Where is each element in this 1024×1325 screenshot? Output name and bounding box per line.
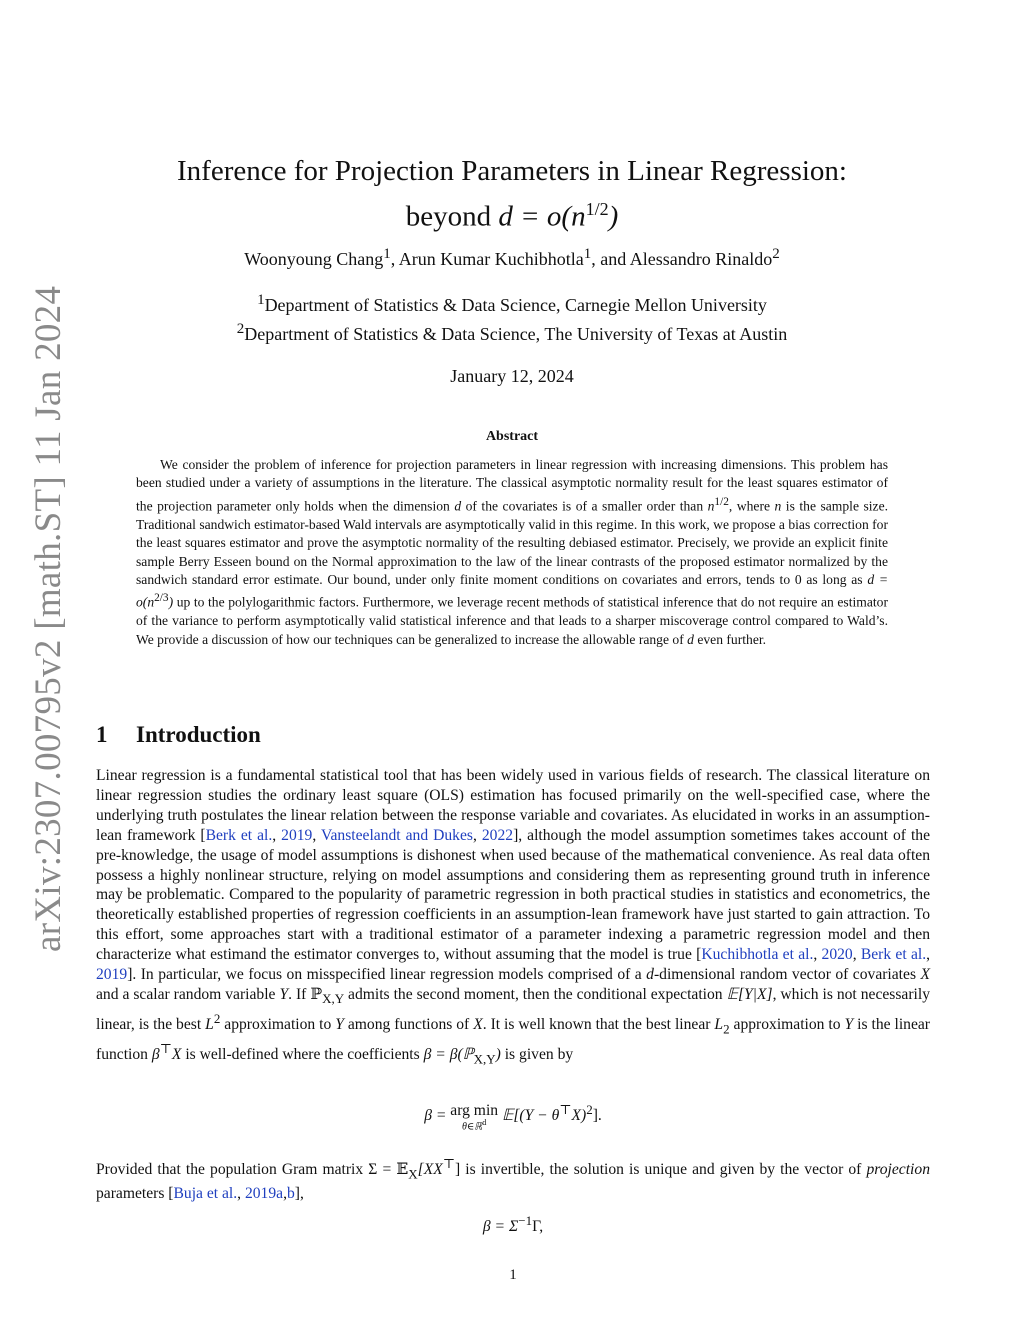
- author-2: Arun Kumar Kuchibhotla: [398, 249, 584, 269]
- citation-link[interactable]: Buja et al., 2019a: [173, 1185, 284, 1203]
- gram-matrix-paragraph: Provided that the population Gram matrix Σ = 𝔼$_X$[XX⊤] is invertible, the solution is unique and given by the vector of projection parameters [Buja et al., 2019a,b],: [96, 1156, 930, 1203]
- publication-date: January 12, 2024: [450, 366, 574, 386]
- page-number: 1: [509, 1267, 517, 1283]
- section-heading: 1 Introduction: [96, 722, 261, 747]
- author-1: Woonyoung Chang: [244, 249, 384, 269]
- equation-argmin: β = arg min θ∈ℝ$^d$ 𝔼[(Y − θ⊤X)$^2$].: [424, 1102, 602, 1133]
- citation-link[interactable]: Kuchibhotla et al., 2020: [701, 946, 853, 964]
- paper-title: [96, 152, 928, 236]
- introduction-paragraph: Linear regression is a fundamental statistical tool that has been widely used in various fields of research. The classical literature on linear regression studies the ordinary least square (OLS) estimation has focused primarily on the well-specified case, where the underlying truth postulates the linear relation between the response variable and covariates. As elucidated in works in an assumption-lean framework [Berk et al., 2019, Vansteelandt and Dukes, 2022], although the model assumption sometimes takes account of the pre-knowledge, the usage of model assumptions is dishonest when used because of the mathematical convenience. As real data often possess a highly nonlinear structure, relying on model assumptions and considering them as representing ground truth in inference may be problematic. Compared to the popularity of parametric regression in both practical studies in statistics and econometrics, the theoretically established properties of regression coefficients in an assumption-lean framework have just started to gain attraction. To this effort, some approaches start with a traditional estimator of a parameter indexing a parametric regression model and then characterize what estimand the estimator converges to, without assuming that the model is true [Kuchibhotla et al., 2020, Berk et al., 2019]. In particular, we focus on misspecified linear regression models comprised of a d-dimensional random vector of covariates X and a scalar random variable Y. If ℙ$_{X,Y}$ admits the second moment, then the conditional expectation 𝔼[Y|X], which is not necessarily linear, is the best $L^2$ approximation to Y among functions of X. It is well known that the best linear $L_2$ approximation to Y is the linear function β⊤X is well-defined where the coefficients β = β(ℙ$_{X,Y}$) is given by: [96, 767, 931, 1067]
- title-line-2: beyond $d = o(n^{1/2})$: [405, 199, 619, 233]
- arxiv-identifier: arXiv:2307.00795v2 [math.ST] 11 Jan 2024: [28, 285, 69, 952]
- citation-link[interactable]: Berk et al., 2019: [205, 826, 313, 844]
- affiliations: [96, 288, 928, 346]
- author-list: Woonyoung Chang$^1$, Arun Kumar Kuchibhotla$^1$, and Alessandro Rinaldo$^2$: [244, 246, 780, 269]
- affiliation-2: $^2$Department of Statistics & Data Science, The University of Texas at Austin: [236, 321, 788, 344]
- affiliation-1: $^1$Department of Statistics & Data Science, Carnegie Mellon University: [257, 292, 767, 315]
- abstract-text: We consider the problem of inference for projection parameters in linear regression with increasing dimensions. This problem has been studied under a variety of assumptions in the literature. The classical asymptotic normality result for the least squares estimator of the projection parameter only holds when the dimension d of the covariates is of a smaller order than $n^{1/2}$, where n is the sample size. Traditional sandwich estimator-based Wald intervals are asymptotically valid in this regime. In this work, we propose a bias correction for the least squares estimator and prove the asymptotic normality of the resulting debiased estimator. Precisely, we provide an explicit finite sample Berry Esseen bound on the Normal approximation to the law of the linear contrasts of the proposed estimator normalized by the sandwich standard error estimate. Our bound, under only finite moment conditions on covariates and errors, tends to 0 as long as $d = o(n^{2/3})$ up to the polylogarithmic factors. Furthermore, we leverage recent methods of statistical inference that do not require an estimator of the variance to perform asymptotically valid statistical inference and that leads to a sharper miscoverage control compared to Wald’s. We provide a discussion of how our techniques can be generalized to increase the allowable range of d even further.: [136, 457, 889, 647]
- abstract-heading: Abstract: [485, 429, 539, 444]
- author-3: Alessandro Rinaldo: [629, 249, 773, 269]
- citation-link[interactable]: Berk et al., 2019: [96, 946, 930, 984]
- title-line-1: Inference for Projection Parameters in Linear Regression:: [177, 155, 847, 187]
- equation-projection: $\beta = \Sigma^{-1}\Gamma$,: [482, 1213, 544, 1236]
- citation-link[interactable]: Vansteelandt and Dukes, 2022: [320, 826, 514, 844]
- citation-link[interactable]: b: [286, 1185, 295, 1203]
